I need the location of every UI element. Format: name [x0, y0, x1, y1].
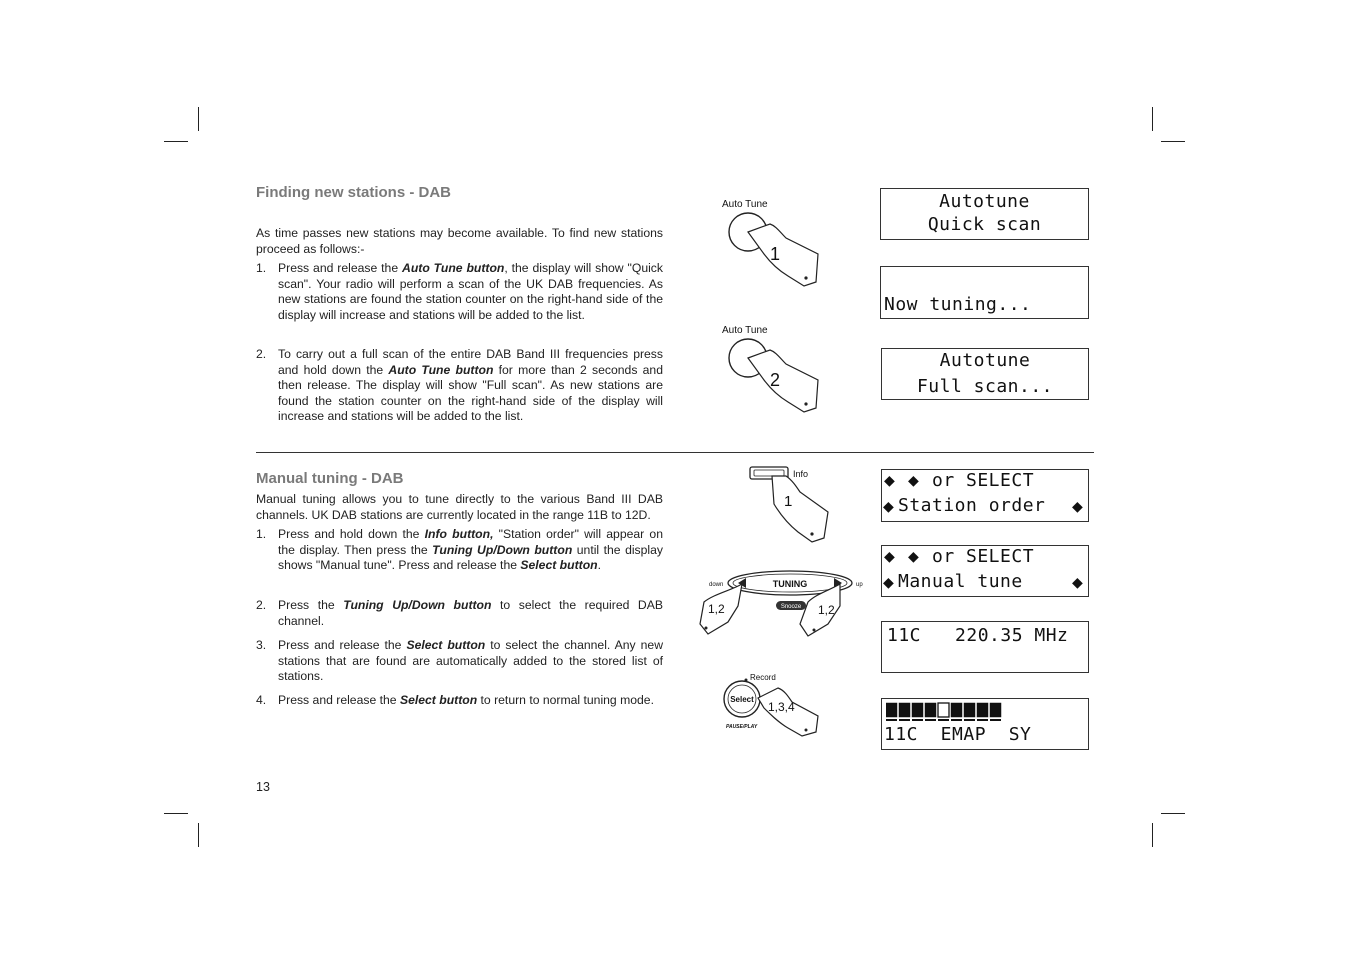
list-item [256, 638, 663, 684]
right-arrow-icon: ◆ [908, 546, 920, 567]
info-button-diagram [746, 462, 838, 544]
down-label: down [709, 582, 724, 588]
step-text: , the display will show "Quick scan". Your radio will perform a scan of the UK DAB frequencies. As new stations are found the station counter on the right-hand side of the display will increase and stations will be added to the list. [278, 261, 663, 322]
step-number: 1,2 [818, 603, 835, 617]
step-text: Press and release the [278, 638, 407, 652]
step-text: Press and release the [278, 261, 403, 275]
crop-mark [1152, 107, 1153, 131]
list-item [256, 527, 663, 575]
step-text: Press the [278, 598, 344, 612]
section-heading-manual-tuning: Manual tuning - DAB [256, 470, 404, 487]
left-arrow-icon: ◆ [883, 572, 895, 593]
lcd-line-1: 11C 220.35 MHz [887, 625, 1069, 646]
snooze-label: Snooze [780, 604, 802, 610]
step-bold: Tuning Up/Down button [432, 542, 573, 557]
autotune-label: Auto Tune [722, 325, 768, 336]
info-label: Info [793, 469, 809, 479]
signal-strength-bar [886, 702, 1006, 722]
lcd-line-2: Quick scan [927, 214, 1042, 235]
step-number: 1 [784, 493, 793, 510]
lcd-display-quick-scan [880, 188, 1089, 240]
lcd-line-1: Autotune [939, 350, 1031, 371]
step-text: Press and hold down the [278, 527, 425, 541]
up-label: up [856, 582, 863, 588]
record-label: Record [750, 673, 776, 682]
signal-underline [951, 719, 962, 721]
left-arrow-icon: ◆ [884, 470, 896, 491]
step-number: 2 [770, 370, 781, 390]
signal-underline [899, 719, 910, 721]
pointing-hand-icon [748, 224, 818, 286]
page-number: 13 [256, 780, 270, 794]
step-text: . [597, 558, 601, 573]
crop-mark [164, 813, 188, 814]
signal-underline [964, 719, 975, 721]
list-number: 1. [256, 261, 267, 275]
crop-mark [1152, 823, 1153, 847]
lcd-line-2: Full scan... [916, 376, 1054, 397]
crop-mark [1161, 813, 1185, 814]
intro-paragraph: As time passes new stations may become available. To find new stations proceed as follows:- [256, 226, 663, 256]
signal-underline [990, 719, 1001, 721]
pointing-hand-icon [748, 350, 818, 412]
list-item [256, 261, 663, 325]
lcd-line-2: Manual tune [898, 571, 1023, 592]
signal-block [964, 703, 975, 717]
list-number: 2. [256, 347, 267, 361]
signal-underline [886, 719, 897, 721]
step-bold: Info button, [424, 527, 494, 541]
step-text: "Station order" will appear on the display. Then press the [278, 527, 663, 557]
step-text: until the display shows "Manual tune". Press and release the [278, 542, 664, 573]
pause-play-label: PAUSE/PLAY [726, 724, 758, 730]
signal-marker [938, 703, 949, 717]
pointing-hand-icon [772, 476, 828, 542]
step-bold: Auto Tune button [402, 261, 505, 275]
signal-block [990, 703, 1001, 717]
step-text: to select the channel. Any new stations that are found are automatically added to the stored list of stations. [278, 638, 663, 684]
autotune-label: Auto Tune [722, 199, 768, 210]
list-number: 2. [256, 598, 267, 612]
step-text: To carry out a full scan of the entire DAB Band III frequencies press and hold down the [278, 347, 663, 377]
lcd-line-2: 11C EMAP SY [884, 724, 1032, 745]
right-arrow-icon: ◆ [1072, 496, 1084, 517]
select-button-diagram [718, 670, 828, 738]
signal-underline [912, 719, 923, 721]
step-number: 1,3,4 [768, 700, 795, 714]
lcd-display-manual-tune [881, 545, 1089, 597]
step-bold: Select button [406, 638, 486, 652]
step-bold: Select button [399, 693, 478, 707]
lcd-display-full-scan [881, 348, 1089, 400]
list-item [256, 693, 663, 711]
right-arrow-icon: ◆ [908, 470, 920, 491]
list-item [256, 598, 663, 628]
signal-block [977, 703, 988, 717]
lcd-line-2: Station order [898, 495, 1046, 516]
crop-mark [1161, 141, 1185, 142]
autotune-button-diagram [718, 322, 828, 414]
left-arrow-icon: ◆ [883, 496, 895, 517]
signal-block [925, 703, 936, 717]
step-text: to select the required DAB channel. [278, 598, 663, 628]
right-arrow-icon: ◆ [1072, 572, 1084, 593]
list-item [256, 347, 663, 427]
crop-mark [198, 823, 199, 847]
step-number: 1,2 [708, 602, 725, 616]
section-heading-finding-stations: Finding new stations - DAB [256, 184, 451, 201]
crop-mark [164, 141, 188, 142]
list-number: 1. [256, 527, 267, 541]
section-divider [256, 452, 1094, 453]
lcd-line-1: or SELECT [932, 470, 1035, 491]
select-label: Select [730, 695, 754, 704]
tuning-button-diagram [694, 566, 866, 638]
left-arrow-icon: ◆ [884, 546, 896, 567]
step-text: for more than 2 seconds and then release. The display will show "Full scan". As new stations are found the station counter on the right-hand side of the display will increase and stations will be added to the list. [278, 362, 663, 424]
lcd-line-1: or SELECT [932, 546, 1035, 567]
signal-underline [925, 719, 936, 721]
autotune-button-diagram [718, 196, 828, 288]
step-bold: Auto Tune button [388, 362, 494, 377]
signal-underline [977, 719, 988, 721]
signal-underline [938, 719, 949, 721]
tuning-label: TUNING [772, 579, 808, 589]
step-number: 1 [770, 244, 781, 264]
lcd-display-signal [881, 698, 1089, 750]
list-number: 3. [256, 638, 267, 652]
signal-block [899, 703, 910, 717]
step-bold: Select button [520, 558, 598, 573]
lcd-display-station-order [881, 469, 1089, 522]
signal-block [886, 703, 897, 717]
lcd-line-2: Now tuning... [884, 294, 1032, 315]
lcd-display-now-tuning [880, 266, 1089, 319]
lcd-line-1: Autotune [939, 191, 1030, 212]
step-text: Press and release the [278, 693, 400, 707]
list-number: 4. [256, 693, 267, 707]
step-bold: Tuning Up/Down button [343, 598, 492, 612]
step-text: to return to normal tuning mode. [477, 693, 654, 707]
crop-mark [198, 107, 199, 131]
signal-block [951, 703, 962, 717]
signal-block [912, 703, 923, 717]
lcd-display-frequency [881, 621, 1089, 673]
intro-paragraph: Manual tuning allows you to tune directly to the various Band III DAB channels. UK DAB stations are currently located in the range 11B to 12D. [256, 492, 663, 522]
